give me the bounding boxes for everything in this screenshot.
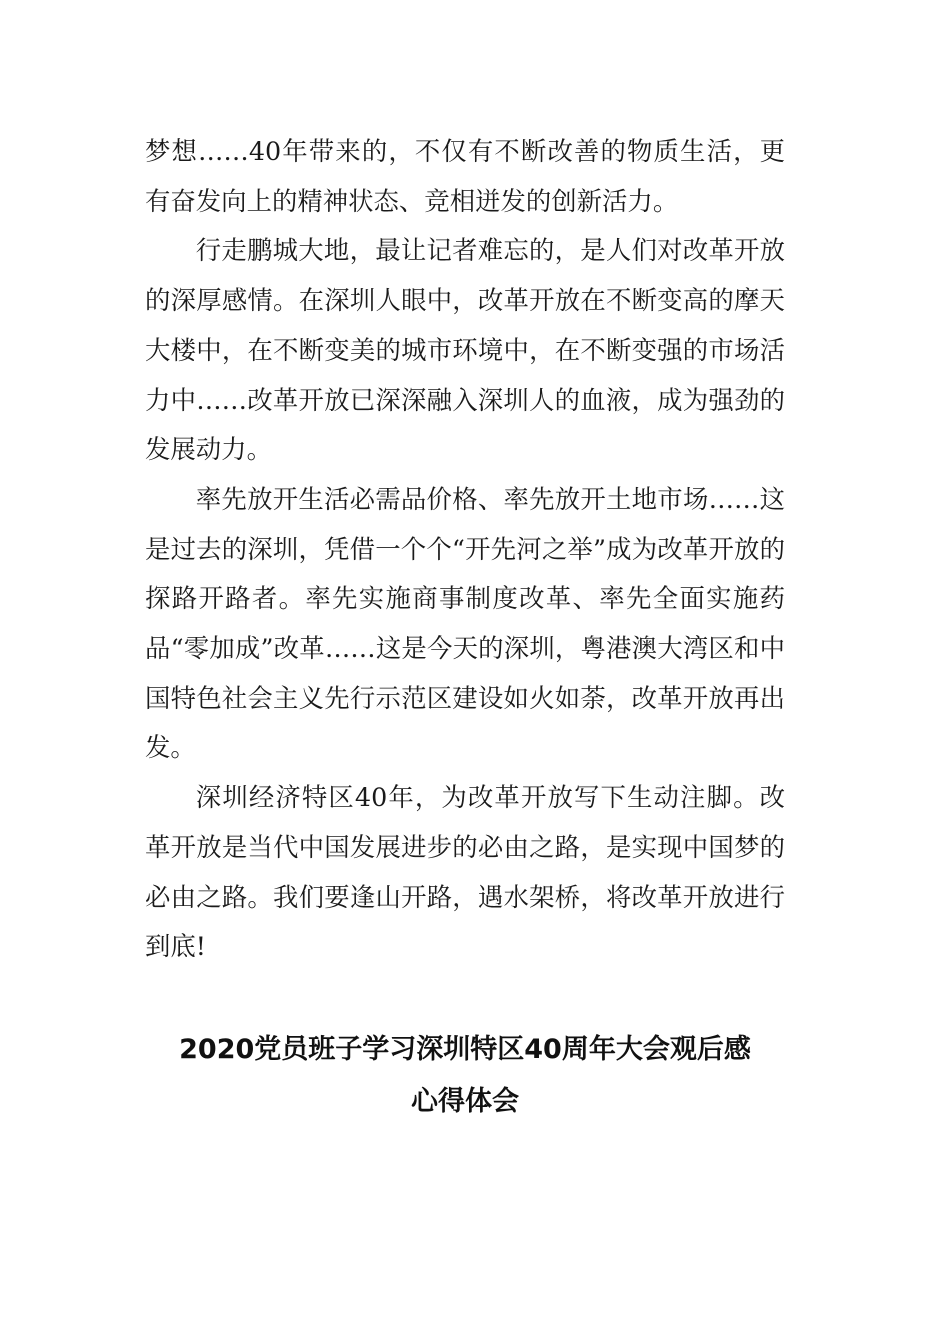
article-body (145, 127, 785, 972)
paragraph-4: 深圳经济特区40年，为改革开放写下生动注脚。改革开放是当代中国发展进步的必由之路，是实现中国梦的必由之路。我们要逢山开路，遇水架桥，将改革开放进行到底! (145, 782, 785, 962)
heading-line-1: 2020党员班子学习深圳特区40周年大会观后感 (179, 1034, 751, 1065)
heading-line-2: 心得体会 (411, 1086, 519, 1117)
paragraph-2: 行走鹏城大地，最让记者难忘的，是人们对改革开放的深厚感情。在深圳人眼中，改革开放在不断变高的摩天大楼中，在不断变美的城市环境中，在不断变强的市场活力中……改革开放已深深融入深圳人的血液，成为强劲的发展动力。 (145, 235, 785, 465)
paragraph-3: 率先放开生活必需品价格、率先放开土地市场……这是过去的深圳，凭借一个个“开先河之举”成为改革开放的探路开路者。率先实施商事制度改革、率先全面实施药品“零加成”改革……这是今天的深圳，粤港澳大湾区和中国特色社会主义先行示范区建设如火如荼，改革开放再出发。 (145, 483, 785, 763)
section-heading (145, 1024, 785, 1128)
paragraph-1: 梦想……40年带来的，不仅有不断改善的物质生活，更有奋发向上的精神状态、竞相迸发的创新活力。 (145, 136, 785, 216)
